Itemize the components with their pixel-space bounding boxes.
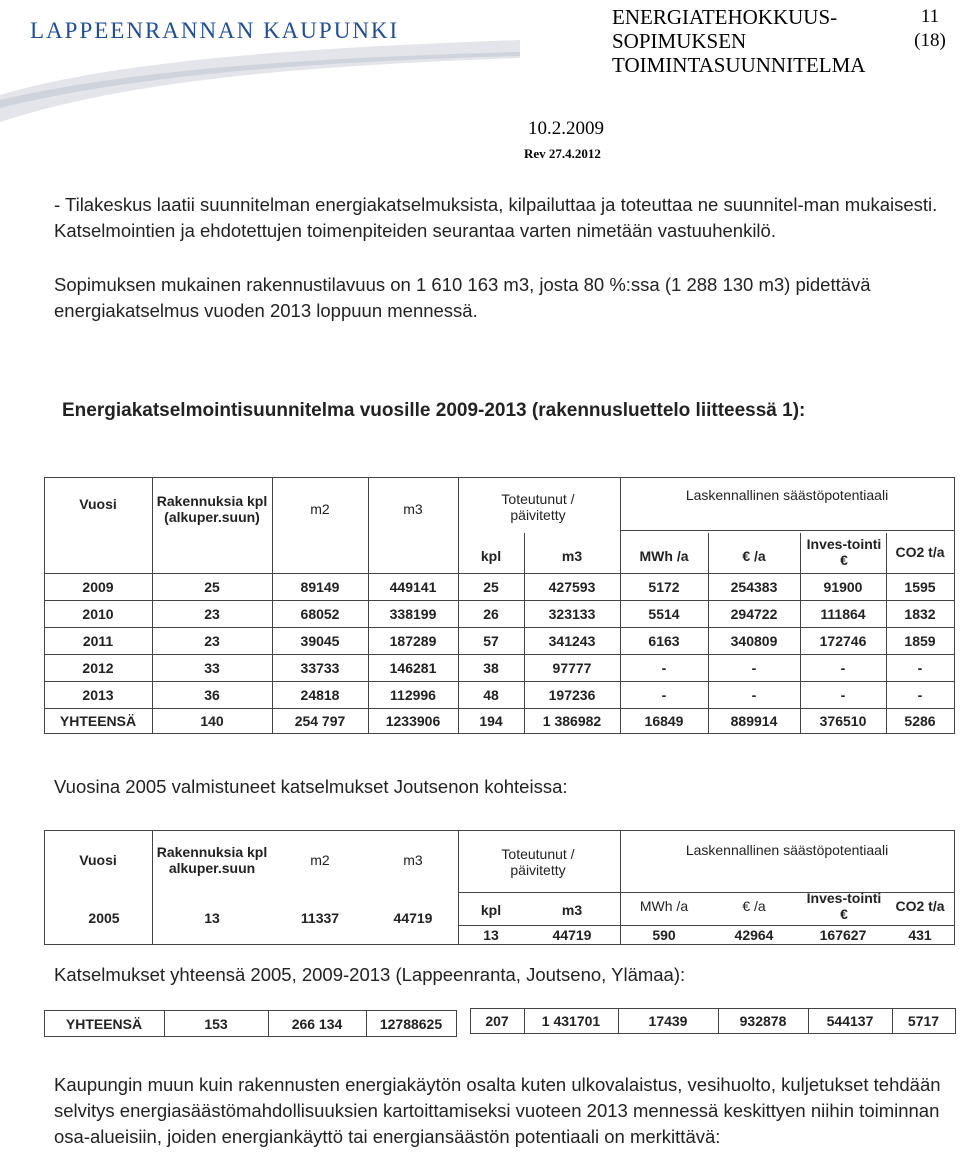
header-vuosi: Vuosi bbox=[79, 496, 117, 512]
cell-mwh: - bbox=[661, 660, 667, 676]
cell-kpl: 25 bbox=[483, 579, 499, 595]
cell-kpl: 57 bbox=[483, 633, 499, 649]
cell-kpl: 38 bbox=[483, 660, 499, 676]
cell-eur: 889914 bbox=[730, 713, 778, 729]
cell-rakennuksia: 23 bbox=[204, 606, 220, 622]
cell-m3-sub: 197236 bbox=[548, 687, 596, 703]
cell-co2: 5286 bbox=[904, 713, 936, 729]
cell-m3-sub: 427593 bbox=[548, 579, 596, 595]
header-m2: m2 bbox=[310, 852, 330, 868]
cell-m3-sub: 97777 bbox=[552, 660, 592, 676]
cell-kpl: 48 bbox=[483, 687, 499, 703]
header-mwh: MWh /a bbox=[639, 548, 689, 564]
cell-co2: 5717 bbox=[907, 1013, 940, 1029]
title-line: ENERGIATEHOKKUUS- bbox=[612, 5, 838, 29]
cell-year: 2011 bbox=[82, 633, 114, 649]
header-m3: m3 bbox=[403, 501, 423, 517]
header-investointi: Inves-tointi € bbox=[806, 890, 882, 922]
cell-investointi: 91900 bbox=[823, 579, 863, 595]
cell-rakennuksia: 33 bbox=[204, 660, 220, 676]
cell-year: 2005 bbox=[88, 910, 120, 926]
cell-mwh: 5172 bbox=[648, 579, 680, 595]
cell-m3-sub: 44719 bbox=[552, 927, 592, 943]
cell-mwh: - bbox=[661, 687, 667, 703]
cell-investointi: 172746 bbox=[819, 633, 867, 649]
header-m3: m3 bbox=[403, 852, 423, 868]
cell-m3: 1233906 bbox=[385, 713, 441, 729]
header-vuosi: Vuosi bbox=[79, 852, 117, 868]
cell-m2: 266 134 bbox=[291, 1015, 343, 1032]
cell-eur: 42964 bbox=[734, 927, 774, 943]
plan-heading: Energiakatselmointisuunnitelma vuosille 2009-2013 (rakennusluettelo liitteessä 1): bbox=[62, 400, 806, 421]
header-m3-sub: m3 bbox=[561, 548, 583, 564]
header-mwh: MWh /a bbox=[639, 898, 689, 914]
cell-mwh: 17439 bbox=[648, 1013, 688, 1029]
cell-investointi: 376510 bbox=[819, 713, 867, 729]
cell-year: 2010 bbox=[82, 606, 114, 622]
page-total: (18) bbox=[914, 30, 946, 51]
cell-rakennuksia: 13 bbox=[204, 910, 220, 926]
cell-rakennuksia: 153 bbox=[204, 1015, 228, 1032]
cell-co2: - bbox=[917, 687, 923, 703]
header-rakennuksia: Rakennuksia kpl alkuper.suun bbox=[156, 844, 268, 876]
cell-m3: 187289 bbox=[389, 633, 437, 649]
cell-rakennuksia: 140 bbox=[200, 713, 224, 729]
cell-kpl: 26 bbox=[483, 606, 499, 622]
cell-co2: 1859 bbox=[904, 633, 936, 649]
cell-kpl: 194 bbox=[479, 713, 503, 729]
cell-co2: 431 bbox=[908, 927, 932, 943]
cell-co2: - bbox=[917, 660, 923, 676]
document-date: 10.2.2009 bbox=[528, 118, 604, 139]
title-line: SOPIMUKSEN bbox=[612, 29, 747, 53]
cell-m3: 146281 bbox=[389, 660, 437, 676]
cell-m3-sub: 1 386982 bbox=[542, 713, 602, 729]
cell-eur: - bbox=[751, 660, 757, 676]
cell-m3: 449141 bbox=[389, 579, 437, 595]
cell-m3-sub: 1 431701 bbox=[541, 1013, 601, 1029]
cell-investointi: - bbox=[840, 660, 846, 676]
cell-m3-sub: 323133 bbox=[548, 606, 596, 622]
cell-kpl: 207 bbox=[485, 1013, 509, 1029]
page-number: 11 bbox=[920, 6, 940, 27]
cell-eur: - bbox=[751, 687, 757, 703]
cell-year: 2009 bbox=[82, 579, 114, 595]
header-m3-sub: m3 bbox=[561, 902, 583, 918]
title-line: TOIMINTASUUNNITELMA bbox=[612, 53, 866, 77]
cell-year: YHTEENSÄ bbox=[59, 713, 137, 729]
intro-paragraph-2: Sopimuksen mukainen rakennustilavuus on 1 610 163 m3, josta 80 %:ssa (1 288 130 m3) pidettävä energiakatselmus vuoden 2013 loppuun mennessä. bbox=[54, 274, 871, 321]
cell-m2: 33733 bbox=[300, 660, 340, 676]
cell-m2: 11337 bbox=[300, 910, 340, 926]
cell-m3-sub: 341243 bbox=[548, 633, 596, 649]
cell-m2: 24818 bbox=[300, 687, 340, 703]
cell-year: 2012 bbox=[82, 660, 114, 676]
cell-eur: 254383 bbox=[730, 579, 778, 595]
cell-m3: 12788625 bbox=[379, 1015, 443, 1032]
cell-m3: 44719 bbox=[393, 910, 433, 926]
cell-label: YHTEENSÄ bbox=[65, 1015, 143, 1032]
cell-m3: 338199 bbox=[389, 606, 437, 622]
header-investointi: Inves-tointi € bbox=[806, 536, 882, 568]
total-caption: Katselmukset yhteensä 2005, 2009-2013 (Lappeenranta, Joutseno, Ylämaa): bbox=[54, 964, 686, 985]
header-kpl: kpl bbox=[480, 902, 502, 918]
header-eur: € /a bbox=[742, 548, 766, 564]
cell-investointi: 544137 bbox=[826, 1013, 874, 1029]
cell-mwh: 5514 bbox=[648, 606, 680, 622]
cell-m2: 68052 bbox=[300, 606, 340, 622]
intro-paragraph-1: - Tilakeskus laatii suunnitelman energiakatselmuksista, kilpailuttaa ja toteuttaa ne suunnitel-man mukaisesti. Katselmointien ja ehdotettujen toimenpiteiden seurantaa varten nimetään vastuuhenkilö. bbox=[54, 194, 938, 241]
cell-m2: 39045 bbox=[300, 633, 340, 649]
cell-mwh: 590 bbox=[652, 927, 676, 943]
header-toteutunut: Toteutunut / päivitetty bbox=[501, 491, 575, 523]
cell-m2: 89149 bbox=[300, 579, 340, 595]
header-co2: CO2 t/a bbox=[895, 544, 945, 560]
header-kpl: kpl bbox=[480, 548, 502, 564]
cell-eur: 294722 bbox=[730, 606, 778, 622]
header-eur: € /a bbox=[742, 898, 766, 914]
joutseno-caption: Vuosina 2005 valmistuneet katselmukset Joutsenon kohteissa: bbox=[54, 776, 568, 797]
header-co2: CO2 t/a bbox=[895, 898, 945, 914]
header-rakennuksia: Rakennuksia kpl (alkuper.suun) bbox=[156, 493, 268, 525]
cell-kpl: 13 bbox=[483, 927, 499, 943]
closing-paragraph: Kaupungin muun kuin rakennusten energiakäytön osalta kuten ulkovalaistus, vesihuolto, kuljetukset tehdään selvitys energiasäästömahdollisuuksien kartoittamiseksi vuoteen 2013 mennessä keskittyen niihin toiminnan osa-alueisiin, joiden energiankäyttö tai energiansäästön potentiaali on merkittävä: bbox=[54, 1074, 941, 1147]
cell-investointi: 111864 bbox=[820, 606, 866, 622]
cell-mwh: 16849 bbox=[644, 713, 684, 729]
cell-year: 2013 bbox=[82, 687, 114, 703]
cell-m3: 112996 bbox=[390, 687, 436, 703]
cell-co2: 1832 bbox=[904, 606, 936, 622]
cell-investointi: - bbox=[840, 687, 846, 703]
logo-text: LAPPEENRANNAN KAUPUNKI bbox=[30, 18, 400, 43]
cell-investointi: 167627 bbox=[819, 927, 867, 943]
cell-co2: 1595 bbox=[904, 579, 936, 595]
document-revision: Rev 27.4.2012 bbox=[524, 146, 601, 161]
cell-rakennuksia: 23 bbox=[204, 633, 220, 649]
cell-m2: 254 797 bbox=[294, 713, 346, 729]
header-laskennallinen: Laskennallinen säästöpotentiaali bbox=[685, 842, 889, 858]
cell-rakennuksia: 36 bbox=[204, 687, 220, 703]
cell-rakennuksia: 25 bbox=[204, 579, 220, 595]
header-m2: m2 bbox=[310, 501, 330, 517]
header-toteutunut: Toteutunut / päivitetty bbox=[501, 846, 575, 878]
cell-eur: 340809 bbox=[730, 633, 778, 649]
cell-mwh: 6163 bbox=[648, 633, 680, 649]
cell-eur: 932878 bbox=[739, 1013, 787, 1029]
header-laskennallinen: Laskennallinen säästöpotentiaali bbox=[685, 487, 889, 503]
